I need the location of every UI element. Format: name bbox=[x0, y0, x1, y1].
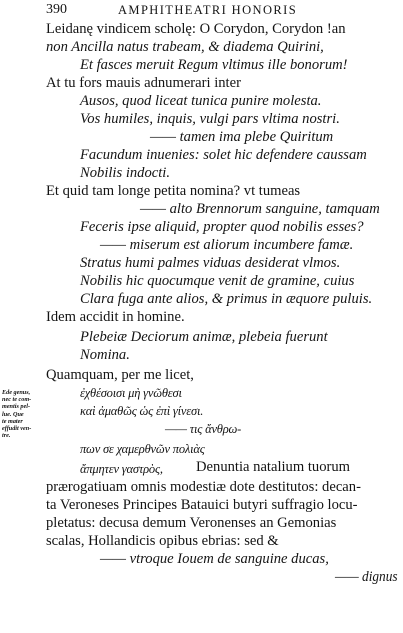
text-line: Plebeiæ Deciorum animæ, plebeia fuerunt bbox=[80, 329, 328, 345]
text-line: Denuntia natalium tuorum bbox=[196, 459, 351, 475]
text-line: Clara fuga ante alios, & primus in æquore puluis. bbox=[80, 291, 373, 307]
margin-note-line: Ede genus, bbox=[2, 389, 31, 396]
margin-note bbox=[2, 389, 38, 439]
greek-line: —— τις ἄνθρω- bbox=[165, 422, 242, 436]
text-line: Nobilis hic quocumque venit de gramine, cuius bbox=[80, 273, 355, 289]
text-line: pletatus: decusa demum Veronenses an Gemonias bbox=[46, 515, 337, 531]
text-line: Ausos, quod liceat tunica punire molesta. bbox=[80, 93, 322, 109]
text-line: Feceris ipse aliquid, propter quod nobilis esses? bbox=[80, 219, 364, 235]
margin-note-line: effudit ven- bbox=[2, 425, 32, 433]
running-head-title: AMPHITHEATRI HONORIS bbox=[118, 3, 298, 17]
text-line: Facundum inuenies: solet hic defendere caussam bbox=[80, 147, 367, 163]
greek-line: πων σε χαμερθνῶν πολιὰς bbox=[80, 442, 205, 456]
text-line: —— dignus bbox=[335, 569, 398, 585]
margin-note-line: lue. Que bbox=[2, 410, 24, 418]
greek-line: ἄπμητεν γαστρὸς, bbox=[80, 462, 163, 476]
greek-line: καὶ ἀμαθῶς ὡς ἐπὶ γίνεσι. bbox=[80, 404, 204, 418]
text-line: Nomina. bbox=[80, 347, 130, 363]
margin-note-line: te mater bbox=[2, 417, 23, 425]
text-line: At tu fors mauis adnumerari inter bbox=[46, 75, 241, 91]
greek-line: ἐχθέσοισι μὴ γνῶθεσι bbox=[80, 386, 182, 400]
text-line: Quamquam, per me licet, bbox=[46, 367, 194, 383]
text-line: —— alto Brennorum sanguine, tamquam bbox=[140, 201, 380, 217]
margin-note-line: mentis pel- bbox=[2, 403, 31, 411]
text-line: Vos humiles, inquis, vulgi pars vltima nostri. bbox=[80, 111, 340, 127]
text-line: Idem accidit in homine. bbox=[46, 309, 185, 325]
page-number: 390 bbox=[46, 2, 67, 17]
text-line: Leidanę vindicem scholę: O Corydon, Corydon !an bbox=[46, 21, 346, 37]
text-line: scalas, Hollandicis opibus ebrias: sed & bbox=[46, 533, 279, 549]
text-line: —— tamen ima plebe Quiritum bbox=[150, 129, 334, 145]
text-line: Stratus humi palmes viduas desiderat vlmos. bbox=[80, 255, 341, 271]
text-line: prærogatiuam omnis modestiæ dote destitutos: decan- bbox=[46, 479, 361, 495]
margin-note-line: nec te com- bbox=[2, 396, 32, 404]
margin-note-line: tre. bbox=[2, 432, 11, 440]
text-line: ta Veroneses Principes Batauici butyri suffragio locu- bbox=[46, 497, 358, 513]
text-line: Et fasces meruit Regum vltimus ille bonorum! bbox=[80, 57, 348, 73]
text-line: —— vtroque Iouem de sanguine ducas, bbox=[100, 551, 329, 567]
text-line: non Ancilla natus trabeam, & diadema Quirini, bbox=[46, 39, 324, 55]
text-line: Et quid tam longe petita nomina? vt tumeas bbox=[46, 183, 301, 199]
text-line: Nobilis indocti. bbox=[80, 165, 170, 181]
running-header bbox=[46, 2, 395, 18]
text-line: —— miserum est aliorum incumbere famæ. bbox=[100, 237, 354, 253]
